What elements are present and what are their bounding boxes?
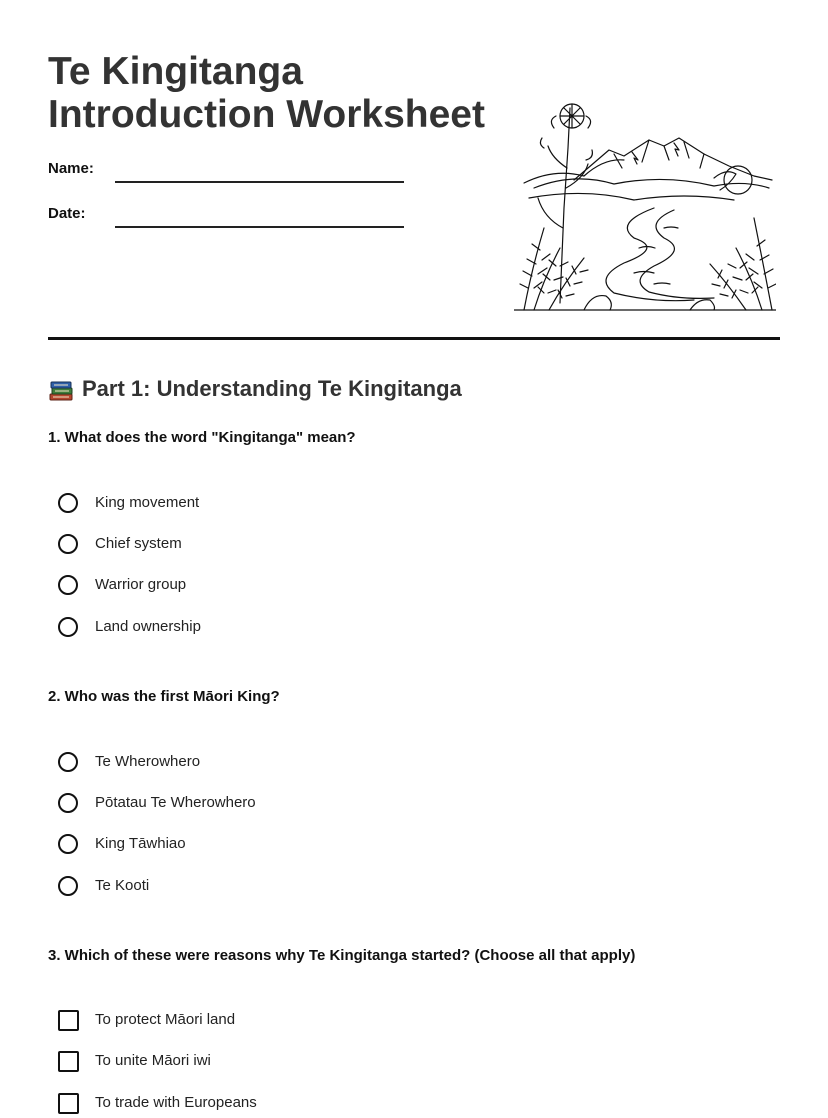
radio-button[interactable] <box>58 834 78 854</box>
option-label: Warrior group <box>95 576 187 593</box>
question-1: 1. What does the word "Kingitanga" mean? <box>48 429 356 446</box>
q3-option-2[interactable] <box>58 1051 558 1075</box>
option-label: To trade with Europeans <box>95 1094 257 1111</box>
name-label: Name: <box>48 160 94 177</box>
q1-option-4[interactable] <box>58 617 558 641</box>
checkbox[interactable] <box>58 1051 79 1072</box>
landscape-illustration <box>514 88 776 314</box>
option-label: Te Wherowhero <box>95 753 201 770</box>
date-label: Date: <box>48 205 86 222</box>
radio-button[interactable] <box>58 493 78 513</box>
option-label: King movement <box>95 494 200 511</box>
radio-button[interactable] <box>58 617 78 637</box>
q1-option-1[interactable] <box>58 493 558 517</box>
q2-option-1[interactable] <box>58 752 558 776</box>
header-divider <box>48 337 780 340</box>
radio-button[interactable] <box>58 793 78 813</box>
option-label: Te Kooti <box>95 877 150 894</box>
option-label: To protect Māori land <box>95 1011 236 1028</box>
q2-option-3[interactable] <box>58 834 558 858</box>
q2-option-2[interactable] <box>58 793 558 817</box>
question-2: 2. Who was the first Māori King? <box>48 688 280 705</box>
radio-button[interactable] <box>58 534 78 554</box>
date-field-row <box>48 205 408 235</box>
worksheet-title <box>48 50 485 136</box>
checkbox[interactable] <box>58 1093 79 1114</box>
radio-button[interactable] <box>58 876 78 896</box>
option-label: King Tāwhiao <box>95 835 186 852</box>
title-line-1: Te Kingitanga <box>48 50 303 93</box>
name-write-line[interactable] <box>115 181 404 183</box>
q1-option-3[interactable] <box>58 575 558 599</box>
question-3: 3. Which of these were reasons why Te Kingitanga started? (Choose all that apply) <box>48 947 636 964</box>
radio-button[interactable] <box>58 575 78 595</box>
name-field-row <box>48 160 408 190</box>
q2-option-4[interactable] <box>58 876 558 900</box>
q3-option-1[interactable] <box>58 1010 558 1034</box>
section-part1-title-text: Part 1: Understanding Te Kingitanga <box>82 376 462 401</box>
section-part1-title <box>48 372 462 406</box>
q1-option-2[interactable] <box>58 534 558 558</box>
checkbox[interactable] <box>58 1010 79 1031</box>
option-label: Land ownership <box>95 618 201 635</box>
books-icon <box>48 377 74 403</box>
option-label: Pōtatau Te Wherowhero <box>95 794 256 811</box>
q3-option-3[interactable] <box>58 1093 558 1117</box>
option-label: Chief system <box>95 535 182 552</box>
date-write-line[interactable] <box>115 226 404 228</box>
title-line-2: Introduction Worksheet <box>48 93 485 136</box>
radio-button[interactable] <box>58 752 78 772</box>
option-label: To unite Māori iwi <box>95 1052 211 1069</box>
